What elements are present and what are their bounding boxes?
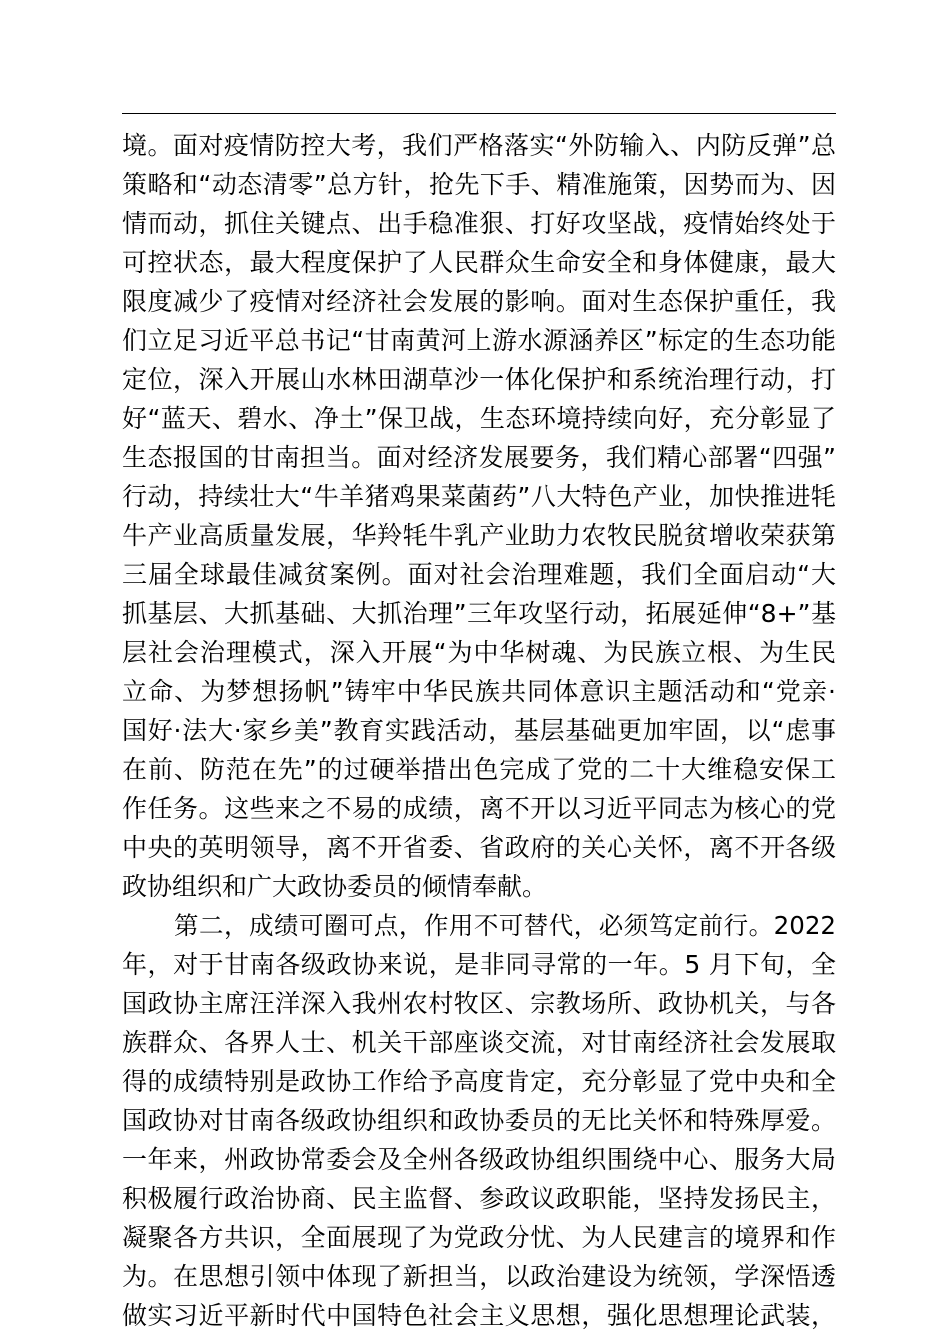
text-line: 族群众、各界人士、机关干部座谈交流，对甘南经济社会发展取 — [122, 1028, 836, 1057]
text-line: 国好·法大·家乡美”教育实践活动，基层基础更加牢固，以“虑事 — [122, 716, 836, 745]
text-line: 国政协对甘南各级政协组织和政协委员的无比关怀和特殊厚爱。 — [122, 1106, 836, 1135]
text-line: 策略和“动态清零”总方针，抢先下手、精准施策，因势而为、因 — [122, 170, 836, 199]
text-line: 年，对于甘南各级政协来说，是非同寻常的一年。5 月下旬，全 — [122, 950, 836, 979]
text-line: 可控状态，最大程度保护了人民群众生命安全和身体健康，最大 — [122, 248, 836, 277]
text-line: 们立足习近平总书记“甘南黄河上游水源涵养区”标定的生态功能 — [122, 326, 836, 355]
text-line: 立命、为梦想扬帆”铸牢中华民族共同体意识主题活动和“党亲· — [122, 677, 836, 706]
text-line: 三届全球最佳减贫案例。面对社会治理难题，我们全面启动“大 — [122, 560, 836, 589]
text-line: 得的成绩特别是政协工作给予高度肯定，充分彰显了党中央和全 — [122, 1067, 836, 1096]
text-line: 做实习近平新时代中国特色社会主义思想，强化思想理论武装， — [122, 1301, 836, 1330]
text-line: 限度减少了疫情对经济社会发展的影响。面对生态保护重任，我 — [122, 287, 836, 316]
text-line: 政协组织和广大政协委员的倾情奉献。 — [122, 872, 548, 901]
text-line: 情而动，抓住关键点、出手稳准狠、打好攻坚战，疫情始终处于 — [122, 209, 836, 238]
text-line: 作任务。这些来之不易的成绩，离不开以习近平同志为核心的党 — [122, 794, 836, 823]
text-line: 为。在思想引领中体现了新担当，以政治建设为统领，学深悟透 — [122, 1262, 836, 1291]
text-line: 行动，持续壮大“牛羊猪鸡果菜菌药”八大特色产业，加快推进牦 — [122, 482, 836, 511]
text-line: 国政协主席汪洋深入我州农村牧区、宗教场所、政协机关，与各 — [122, 989, 836, 1018]
text-line: 好“蓝天、碧水、净土”保卫战，生态环境持续向好，充分彰显了 — [122, 404, 836, 433]
text-line: 在前、防范在先”的过硬举措出色完成了党的二十大维稳安保工 — [122, 755, 836, 784]
text-line: 定位，深入开展山水林田湖草沙一体化保护和系统治理行动，打 — [122, 365, 836, 394]
paragraph-first-line: 第二，成绩可圈可点，作用不可替代，必须笃定前行。2022 — [174, 911, 836, 940]
text-line: 生态报国的甘南担当。面对经济发展要务，我们精心部署“四强” — [122, 443, 836, 472]
text-line: 层社会治理模式，深入开展“为中华树魂、为民族立根、为生民 — [122, 638, 836, 667]
text-line: 牛产业高质量发展，华羚牦牛乳产业助力农牧民脱贫增收荣获第 — [122, 521, 836, 550]
text-line: 一年来，州政协常委会及全州各级政协组织围绕中心、服务大局 — [122, 1145, 836, 1174]
text-line: 凝聚各方共识，全面展现了为党政分忧、为人民建言的境界和作 — [122, 1223, 836, 1252]
text-line: 抓基层、大抓基础、大抓治理”三年攻坚行动，拓展延伸“8+”基 — [122, 599, 836, 628]
text-line: 境。面对疫情防控大考，我们严格落实“外防输入、内防反弹”总 — [122, 131, 836, 160]
text-line: 积极履行政治协商、民主监督、参政议政职能，坚持发扬民主， — [122, 1184, 836, 1213]
header-rule — [122, 113, 836, 114]
text-line: 中央的英明领导，离不开省委、省政府的关心关怀，离不开各级 — [122, 833, 836, 862]
